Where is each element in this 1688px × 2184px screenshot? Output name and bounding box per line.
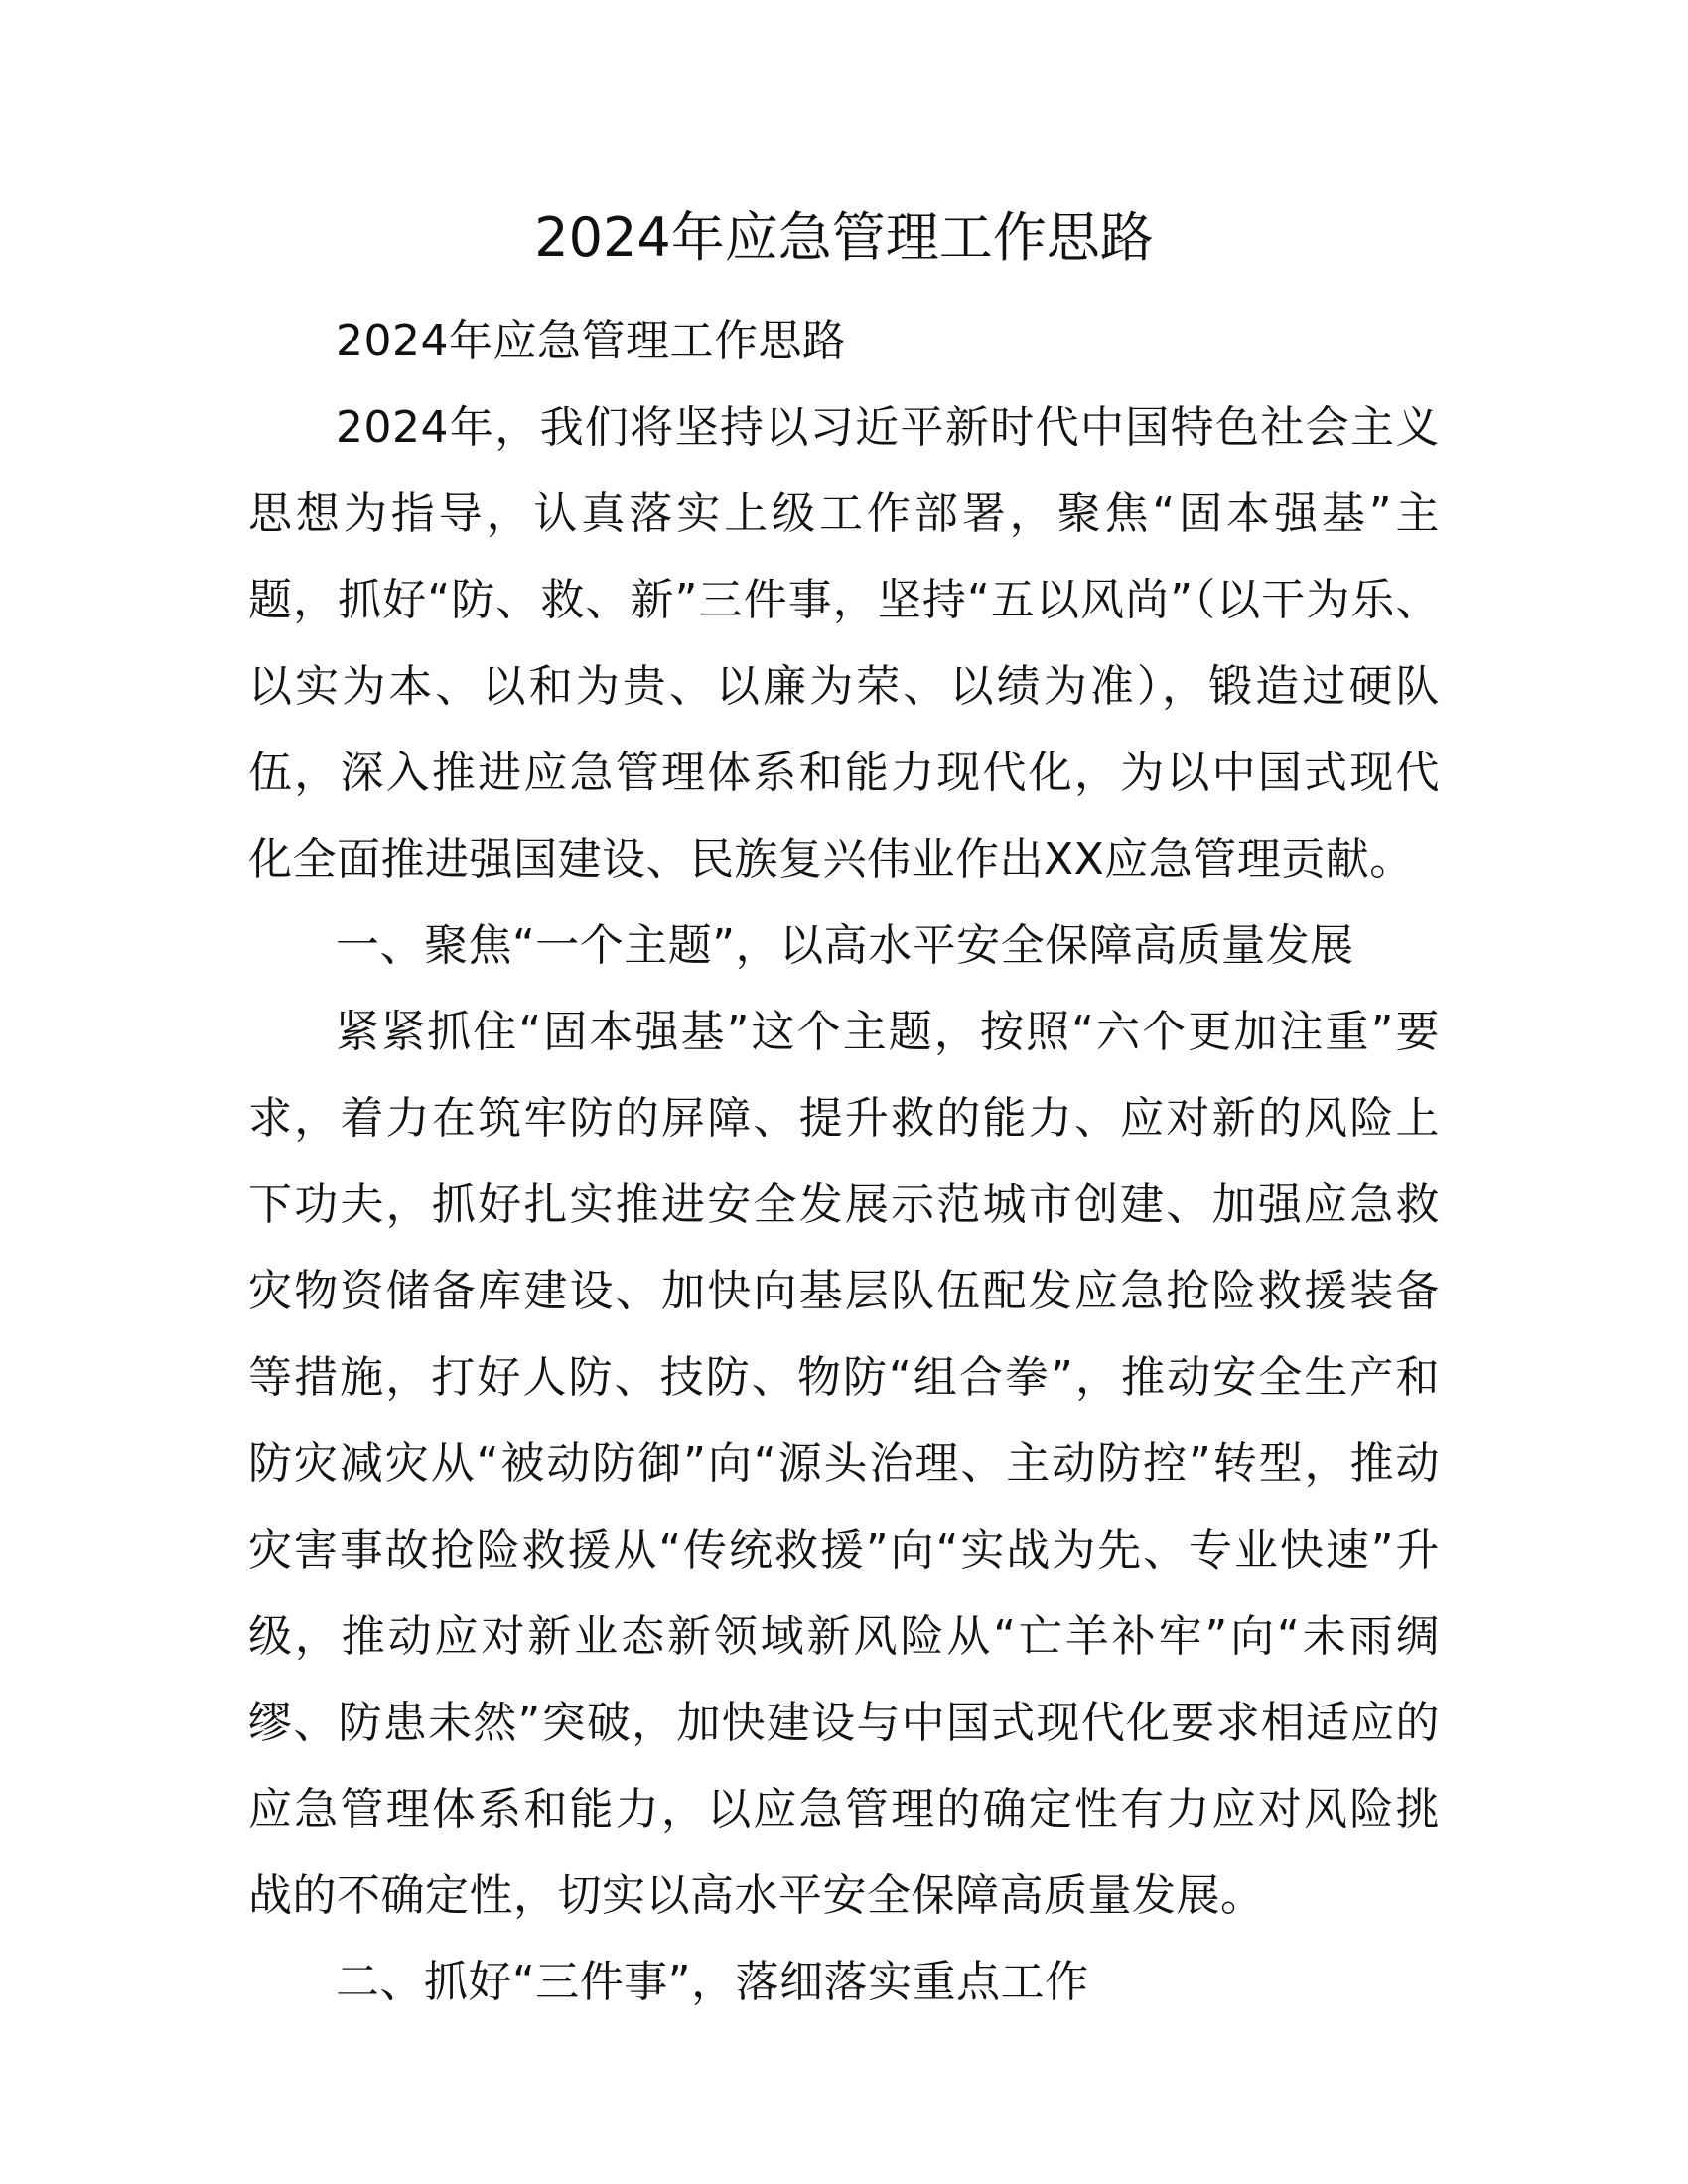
document-title: 2024年应急管理工作思路 — [534, 206, 1154, 269]
intro-paragraph: 2024年，我们将坚持以习近平新时代中国特色社会主义思想为指导，认真落实上级工作部署，聚焦“固本强基”主题，抓好“防、救、新”三件事，坚持“五以风尚”（以干为乐、以实为本、以和为贵、以廉为荣、以绩为准），锻造过硬队伍，深入推进应急管理体系和能力现代化，为以中国式现代化全面推进强国建设、民族复兴伟业作出XX应急管理贡献。 — [248, 402, 1440, 885]
section-heading-1: 一、聚焦“一个主题”，以高水平安全保障高质量发展 — [336, 920, 1354, 971]
subtitle-paragraph: 2024年应急管理工作思路 — [336, 316, 847, 366]
section-heading-2: 二、抓好“三件事”，落细落实重点工作 — [336, 1957, 1089, 2007]
section-1-paragraph: 紧紧抓住“固本强基”这个主题，按照“六个更加注重”要求，着力在筑牢防的屏障、提升救的能力、应对新的风险上下功夫，抓好扎实推进安全发展示范城市创建、加强应急救灾物资储备库建设、加快向基层队伍配发应急抢险救援装备等措施，打好人防、技防、物防“组合拳”，推动安全生产和防灾减灾从“被动防御”向“源头治理、主动防控”转型，推动灾害事故抢险救援从“传统救援”向“实战为先、专业快速”升级，推动应对新业态新领域新风险从“亡羊补牢”向“未雨绸缪、防患未然”突破，加快建设与中国式现代化要求相适应的应急管理体系和能力，以应急管理的确定性有力应对风险挑战的不确定性，切实以高水平安全保障高质量发展。 — [248, 1007, 1440, 1921]
document-body — [248, 298, 1440, 2025]
